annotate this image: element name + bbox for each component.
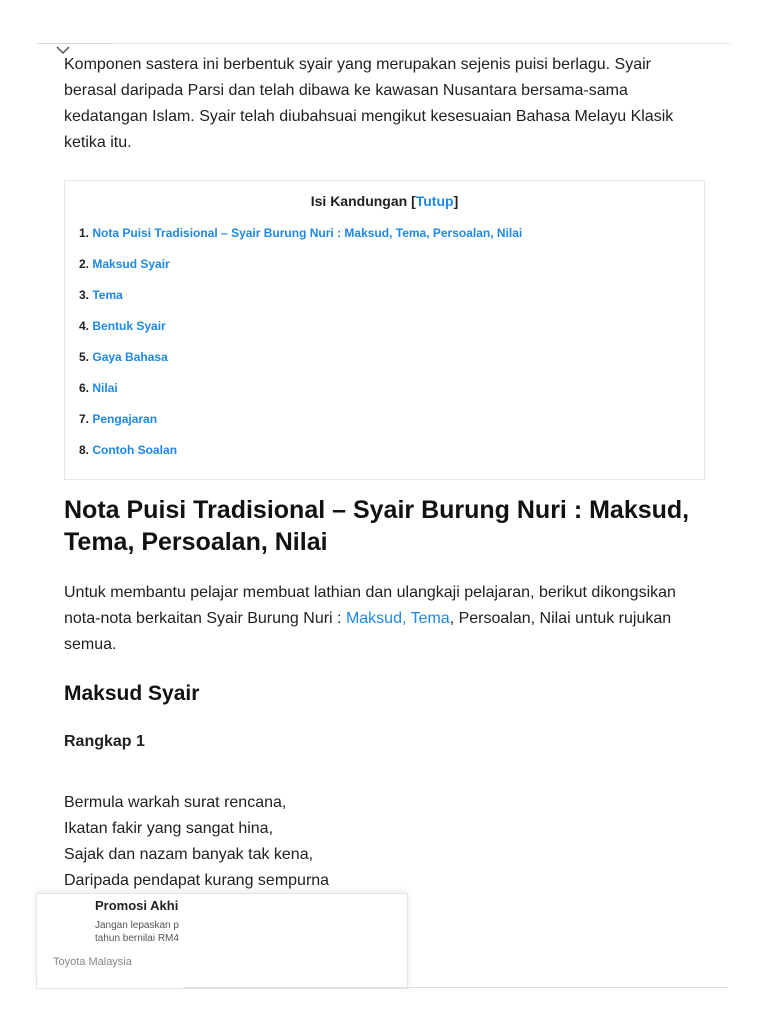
table-of-contents: [64, 180, 705, 480]
poem-line: Sajak dan nazam banyak tak kena,: [64, 846, 314, 863]
toc-link[interactable]: Contoh Soalan: [92, 443, 178, 457]
toc-item-number: 5.: [79, 350, 90, 364]
toc-item-number: 6.: [79, 381, 90, 395]
toc-item: [79, 287, 690, 318]
toc-link[interactable]: Gaya Bahasa: [92, 350, 168, 364]
stanza-title: Rangkap 1: [64, 733, 145, 750]
toc-item: [79, 225, 690, 256]
toc-title: [79, 191, 690, 211]
toc-link[interactable]: Nilai: [92, 381, 118, 395]
poem-line: Daripada pendapat kurang sempurna: [64, 872, 330, 889]
toc-item-number: 7.: [79, 412, 90, 426]
toc-toggle-link[interactable]: Tutup: [415, 193, 454, 209]
toc-item: [79, 411, 690, 442]
divider: [183, 987, 728, 988]
toc-link[interactable]: Pengajaran: [92, 412, 158, 426]
toc-link[interactable]: Maksud Syair: [92, 257, 170, 271]
section-paragraph: [64, 580, 706, 658]
ad-banner[interactable]: [36, 893, 408, 989]
toc-item: [79, 442, 690, 473]
article-content: [64, 52, 706, 894]
top-tab-indicator: [37, 37, 112, 44]
section-paragraph-text: Untuk membantu pelajar membuat lathian dan ulangkaji pelajaran, berikut dikongsikan nota-nota berkaitan Syair Burung Nuri :: [64, 584, 676, 627]
poem-line: Bermula warkah surat rencana,: [64, 794, 287, 811]
toc-item-number: 1.: [79, 226, 90, 240]
ad-brand: Toyota Malaysia: [53, 956, 132, 968]
poem-stanza: [64, 790, 706, 894]
toc-item: [79, 349, 690, 380]
ad-title[interactable]: Promosi Akhi: [95, 898, 179, 913]
section-heading: Nota Puisi Tradisional – Syair Burung Nuri : Maksud, Tema, Persoalan, Nilai: [64, 496, 690, 556]
toc-link[interactable]: Bentuk Syair: [92, 319, 166, 333]
top-tab-bar: [37, 37, 731, 44]
toc-item: [79, 380, 690, 411]
toc-item: [79, 318, 690, 349]
toc-list: [79, 225, 690, 473]
toc-title-suffix: ]: [453, 193, 459, 209]
ad-description-line: tahun bernilai RM4: [95, 933, 179, 944]
toc-item-number: 8.: [79, 443, 90, 457]
ad-description-line: Jangan lepaskan p: [95, 920, 179, 931]
ad-description: [95, 919, 184, 945]
maksud-heading: Maksud Syair: [64, 682, 200, 705]
toc-title-prefix: Isi Kandungan [: [310, 193, 416, 209]
toc-item-number: 3.: [79, 288, 90, 302]
toc-item-number: 4.: [79, 319, 90, 333]
toc-link[interactable]: Nota Puisi Tradisional – Syair Burung Nuri : Maksud, Tema, Persoalan, Nilai: [92, 226, 523, 240]
toc-link[interactable]: Tema: [92, 288, 123, 302]
toc-item-number: 2.: [79, 257, 90, 271]
poem-line: Ikatan fakir yang sangat hina,: [64, 820, 274, 837]
maksud-tema-link[interactable]: Maksud, Tema: [345, 610, 450, 627]
toc-item: [79, 256, 690, 287]
intro-paragraph: Komponen sastera ini berbentuk syair yang merupakan sejenis puisi berlagu. Syair berasal daripada Parsi dan telah dibawa ke kawasan Nusantara bersama-sama kedatangan Islam. Syair telah diubahsuai mengikut kesesuaian Bahasa Melayu Klasik ketika itu.: [64, 56, 674, 151]
section-paragraph-text-end: , Persoalan, Nilai untuk rujukan semua.: [64, 610, 672, 653]
